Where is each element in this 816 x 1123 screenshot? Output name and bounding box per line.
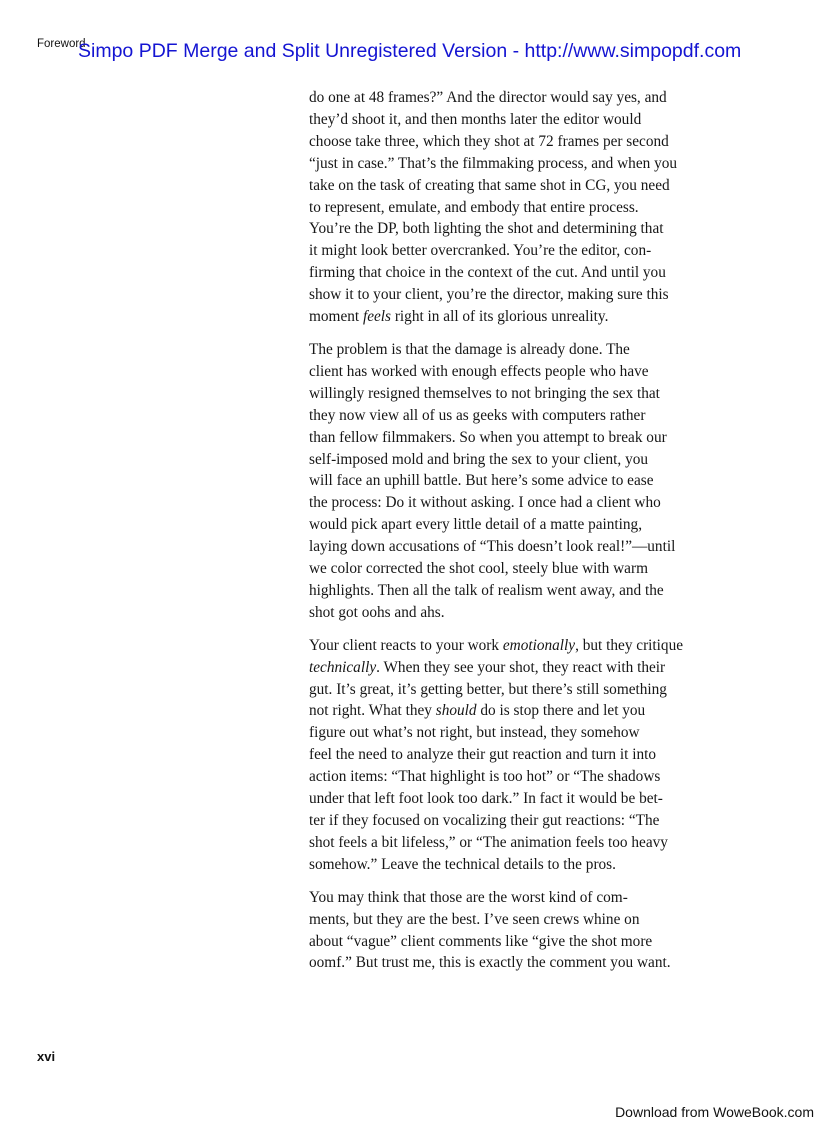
text-run: . When they see your shot, they react with their [376,658,666,676]
text-line [309,766,709,788]
text-run: willingly resigned themselves to not bringing the sex that [309,384,660,402]
text-line [309,361,709,383]
text-line [309,744,709,766]
text-line [309,218,709,240]
text-line [309,788,709,810]
text-run: oomf.” But trust me, this is exactly the comment you want. [309,954,671,972]
text-run: The problem is that the damage is already done. The [309,340,630,358]
text-line [309,339,709,361]
text-line [309,449,709,471]
text-run: “just in case.” That’s the filmmaking process, and when you [309,154,678,172]
text-line [309,306,709,328]
text-line [309,284,709,306]
text-line [309,514,709,536]
text-line [309,909,709,931]
text-run: , but they critique [575,636,684,654]
text-run: choose take three, which they shot at 72 frames per second [309,132,669,150]
text-run: would pick apart every little detail of a matte painting, [309,516,643,534]
text-line [309,87,709,109]
text-line [309,931,709,953]
text-run: under that left foot look too dark.” In fact it would be bet- [309,790,663,808]
text-run: ter if they focused on vocalizing their gut reactions: “The [309,812,660,829]
text-run: right in all of its glorious unreality. [391,308,609,326]
text-run: will face an uphill battle. But here’s some advice to ease [309,472,654,490]
text-line [309,383,709,405]
text-run: it might look better overcranked. You’re the editor, con- [309,242,652,260]
text-run: not right. What they [309,702,436,720]
text-run: You’re the DP, both lighting the shot and determining that [309,220,664,238]
paragraph [309,87,709,328]
text-line [309,679,709,701]
text-run: somehow.” Leave the technical details to the pros. [309,855,616,873]
text-line [309,175,709,197]
text-run: to represent, emulate, and embody that entire process. [309,198,639,216]
watermark-banner: Simpo PDF Merge and Split Unregistered Version - http://www.simpopdf.com [78,40,742,62]
text-line [309,854,709,876]
text-line [309,602,709,624]
running-header-section: Foreword [37,38,86,50]
text-run: do is stop there and let you [476,702,646,720]
text-line [309,470,709,492]
text-run: take on the task of creating that same shot in CG, you need [309,176,670,194]
text-line [309,700,709,722]
text-run: figure out what’s not right, but instead, they somehow [309,724,640,742]
paragraph [309,339,709,624]
text-line [309,109,709,131]
text-line [309,657,709,679]
text-line [309,131,709,153]
text-line [309,952,709,974]
text-line [309,153,709,175]
text-line [309,240,709,262]
text-run: action items: “That highlight is too hot” or “The shadows [309,768,661,786]
italic-text-run: should [435,702,477,720]
text-line [309,832,709,854]
text-run: shot got oohs and ahs. [309,603,445,621]
text-run: we color corrected the shot cool, steely blue with warm [309,560,648,578]
text-run: show it to your client, you’re the director, making sure this [309,286,669,304]
text-run: client has worked with enough effects people who have [309,362,649,380]
text-line [309,405,709,427]
text-run: they now view all of us as geeks with computers rather [309,406,646,424]
text-line [309,810,709,832]
text-line [309,427,709,449]
text-run: Your client reacts to your work [309,636,503,654]
text-line [309,887,709,909]
text-run: about “vague” client comments like “give the shot more [309,932,653,950]
text-run: they’d shoot it, and then months later the editor would [309,110,642,128]
text-line [309,492,709,514]
text-run: laying down accusations of “This doesn’t look real!”—until [309,538,676,556]
text-run: self-imposed mold and bring the sex to your client, you [309,450,649,468]
text-run: moment [309,308,363,326]
text-run: do one at 48 frames?” And the director would say yes, and [309,89,667,106]
text-run: gut. It’s great, it’s getting better, but there’s still something [309,680,667,698]
paragraph [309,635,709,876]
text-run: feel the need to analyze their gut reaction and turn it into [309,746,657,764]
text-line [309,580,709,602]
text-run: shot feels a bit lifeless,” or “The animation feels too heavy [309,833,668,851]
text-line [309,558,709,580]
page-number: xvi [37,1049,56,1064]
text-line [309,722,709,744]
text-run: the process: Do it without asking. I once had a client who [309,494,661,512]
text-run: highlights. Then all the talk of realism went away, and the [309,581,664,599]
text-line [309,635,709,657]
italic-text-run: technically [309,658,377,676]
text-line [309,262,709,284]
text-run: You may think that those are the worst kind of com- [309,888,628,906]
paragraph [309,887,709,975]
text-run: ments, but they are the best. I’ve seen crews whine on [309,910,640,928]
italic-text-run: feels [362,308,392,326]
download-footer: Download from WoweBook.com [615,1104,814,1120]
text-run: than fellow filmmakers. So when you attempt to break our [309,428,667,446]
body-text [309,87,709,985]
italic-text-run: emotionally [502,636,576,654]
text-line [309,197,709,219]
text-run: firming that choice in the context of the cut. And until you [309,264,666,282]
text-line [309,536,709,558]
